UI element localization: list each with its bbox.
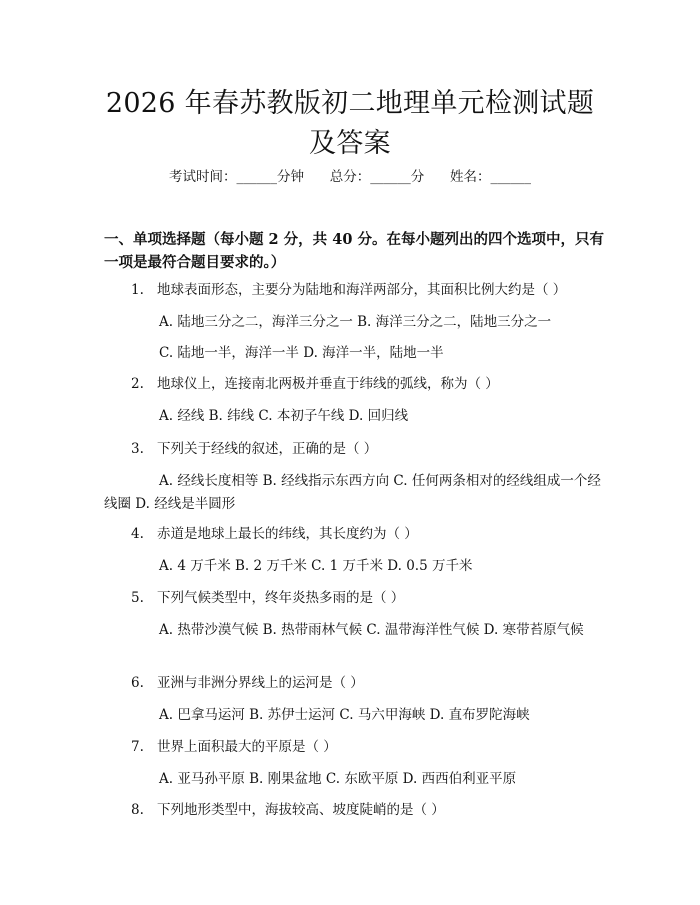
- question-6-options: A. 巴拿马运河 B. 苏伊士运河 C. 马六甲海峡 D. 直布罗陀海峡: [159, 707, 530, 723]
- question-7: [131, 736, 337, 759]
- page-title: 2026 年春苏教版初二地理单元检测试题及答案: [105, 88, 595, 159]
- question-5: [131, 587, 404, 610]
- question-text: 亚洲与非洲分界线上的运河是（ ）: [157, 675, 364, 691]
- question-1: [131, 279, 566, 302]
- question-text: 下列气候类型中，终年炎热多雨的是（ ）: [157, 590, 405, 606]
- question-number: 5.: [131, 590, 144, 606]
- exam-meta-line: 考试时间：______分钟 总分：______分 姓名：______: [169, 169, 531, 185]
- question-number: 4.: [131, 526, 144, 542]
- question-4: [131, 523, 418, 546]
- question-4-options: A. 4 万千米 B. 2 万千米 C. 1 万千米 D. 0.5 万千米: [159, 558, 473, 574]
- question-text: 赤道是地球上最长的纬线，其长度约为（ ）: [157, 526, 418, 542]
- question-2-options: A. 经线 B. 纬线 C. 本初子午线 D. 回归线: [159, 408, 409, 424]
- question-text: 世界上面积最大的平原是（ ）: [157, 739, 337, 755]
- question-6: [131, 672, 364, 695]
- question-number: 6.: [131, 675, 144, 691]
- question-5-options: A. 热带沙漠气候 B. 热带雨林气候 C. 温带海洋性气候 D. 寒带苔原气候: [159, 622, 584, 638]
- question-number: 8.: [131, 802, 144, 818]
- question-text: 地球仪上，连接南北两极并垂直于纬线的弧线，称为（ ）: [157, 376, 499, 392]
- question-number: 3.: [131, 441, 144, 457]
- question-1-options-line-2: C. 陆地一半，海洋一半 D. 海洋一半，陆地一半: [159, 345, 444, 361]
- question-7-options: A. 亚马孙平原 B. 刚果盆地 C. 东欧平原 D. 西西伯利亚平原: [159, 771, 517, 787]
- question-3-options: A. 经线长度相等 B. 经线指示东西方向 C. 任何两条相对的经线组成一个经线圈 D. 经线是半圆形: [104, 473, 601, 512]
- question-2: [131, 373, 499, 396]
- question-text: 下列关于经线的叙述，正确的是（ ）: [157, 441, 378, 457]
- question-text: 下列地形类型中，海拔较高、坡度陡峭的是（ ）: [157, 802, 445, 818]
- question-number: 1.: [131, 282, 144, 298]
- question-number: 7.: [131, 739, 144, 755]
- question-1-options-line-1: A. 陆地三分之二，海洋三分之一 B. 海洋三分之二，陆地三分之一: [159, 314, 552, 330]
- section-heading: 一、单项选择题（每小题 2 分，共 40 分。在每小题列出的四个选项中，只有一项是最符合题目要求的。）: [104, 231, 604, 271]
- question-number: 2.: [131, 376, 144, 392]
- question-8: [131, 799, 445, 822]
- question-text: 地球表面形态，主要分为陆地和海洋两部分，其面积比例大约是（ ）: [157, 282, 567, 298]
- question-3: [131, 438, 377, 461]
